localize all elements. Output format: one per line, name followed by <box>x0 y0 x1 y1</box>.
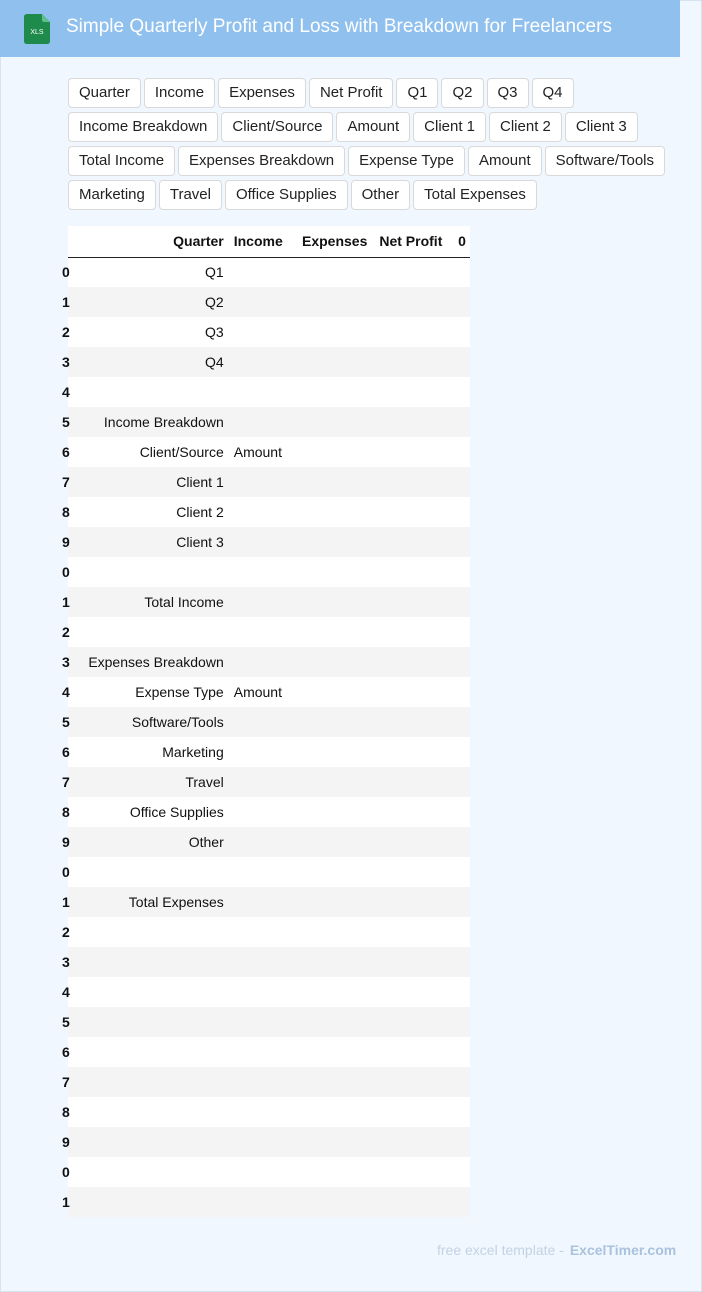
row-index <box>62 317 80 347</box>
row-index <box>62 677 80 707</box>
table-row <box>68 797 470 827</box>
table-body <box>62 257 470 1217</box>
table-row <box>68 1007 470 1037</box>
column-header: Expenses <box>298 226 375 257</box>
table-cell <box>298 1037 375 1067</box>
table-row <box>68 737 470 767</box>
table-cell <box>230 1007 298 1037</box>
table-cell <box>375 347 454 377</box>
table-cell <box>230 1157 298 1187</box>
row-index-label: 8 <box>62 1104 70 1120</box>
table-cell <box>230 737 298 767</box>
row-index <box>62 617 80 647</box>
table-cell <box>454 737 470 767</box>
row-index-label: 6 <box>62 1044 70 1060</box>
table-cell <box>230 1187 298 1217</box>
column-tag[interactable]: Income Breakdown <box>68 112 218 142</box>
column-tag[interactable]: Q3 <box>487 78 529 108</box>
column-tag[interactable]: Other <box>351 180 411 210</box>
table-cell: Total Income <box>80 587 229 617</box>
table-cell <box>375 407 454 437</box>
column-tag[interactable]: Q2 <box>441 78 483 108</box>
table-cell <box>454 617 470 647</box>
table-cell <box>375 377 454 407</box>
column-tag[interactable]: Quarter <box>68 78 141 108</box>
table-cell <box>230 587 298 617</box>
table-cell <box>375 887 454 917</box>
table-cell <box>298 647 375 677</box>
table-cell <box>298 557 375 587</box>
table-cell <box>454 647 470 677</box>
column-tag[interactable]: Expense Type <box>348 146 465 176</box>
row-index <box>62 377 80 407</box>
table-cell <box>230 1067 298 1097</box>
column-tag[interactable]: Client/Source <box>221 112 333 142</box>
column-tag[interactable]: Total Expenses <box>413 180 537 210</box>
table-row <box>68 467 470 497</box>
table-cell <box>298 407 375 437</box>
row-index <box>62 1127 80 1157</box>
table-cell <box>375 1037 454 1067</box>
table-cell <box>375 827 454 857</box>
table-cell <box>375 317 454 347</box>
row-index <box>62 857 80 887</box>
column-tag[interactable]: Marketing <box>68 180 156 210</box>
row-index-label: 0 <box>62 864 70 880</box>
table-cell: Total Expenses <box>80 887 229 917</box>
table-cell <box>375 1067 454 1097</box>
row-index <box>62 557 80 587</box>
row-index <box>62 497 80 527</box>
row-index <box>62 917 80 947</box>
table-cell <box>375 617 454 647</box>
table-cell <box>298 917 375 947</box>
table-cell <box>375 437 454 467</box>
column-tag[interactable]: Amount <box>336 112 410 142</box>
table-row <box>68 1067 470 1097</box>
table-cell <box>454 317 470 347</box>
row-index-label: 8 <box>62 804 70 820</box>
column-tag[interactable]: Office Supplies <box>225 180 348 210</box>
table-cell <box>298 587 375 617</box>
table-cell <box>298 467 375 497</box>
row-index <box>62 527 80 557</box>
row-index-label: 4 <box>62 684 70 700</box>
column-tag[interactable]: Q4 <box>532 78 574 108</box>
row-index-label: 5 <box>62 714 70 730</box>
table-cell <box>230 257 298 287</box>
table-cell <box>80 1037 229 1067</box>
table-cell <box>298 377 375 407</box>
table-cell: Income Breakdown <box>80 407 229 437</box>
row-index <box>62 797 80 827</box>
table-cell <box>298 1127 375 1157</box>
table-cell <box>454 377 470 407</box>
column-tag[interactable]: Client 3 <box>565 112 638 142</box>
table-row <box>68 677 470 707</box>
column-tag[interactable]: Travel <box>159 180 222 210</box>
row-index <box>62 347 80 377</box>
footer-brand-link[interactable]: ExcelTimer.com <box>569 1242 677 1258</box>
table-header-row <box>68 226 470 257</box>
row-index <box>62 707 80 737</box>
table-cell: Amount <box>230 437 298 467</box>
table-cell <box>454 827 470 857</box>
row-index <box>62 977 80 1007</box>
row-index-label: 0 <box>62 564 70 580</box>
page-header <box>0 0 680 57</box>
table-cell <box>298 287 375 317</box>
row-index-label: 9 <box>62 534 70 550</box>
table-cell <box>80 1067 229 1097</box>
row-index <box>62 1007 80 1037</box>
table-cell <box>298 1067 375 1097</box>
table-row <box>68 587 470 617</box>
table-cell <box>454 1007 470 1037</box>
table-cell <box>375 257 454 287</box>
table-cell: Office Supplies <box>80 797 229 827</box>
row-index <box>62 1067 80 1097</box>
table-cell <box>298 707 375 737</box>
table-cell <box>375 647 454 677</box>
footer <box>437 1242 676 1258</box>
table-cell <box>375 947 454 977</box>
column-tag[interactable]: Amount <box>468 146 542 176</box>
table-cell: Q3 <box>80 317 229 347</box>
table-cell <box>230 287 298 317</box>
xls-file-icon <box>24 14 50 44</box>
row-index-label: 0 <box>62 1164 70 1180</box>
table-cell <box>230 1097 298 1127</box>
row-index <box>62 437 80 467</box>
column-header: 0 <box>454 226 470 257</box>
table-cell <box>230 407 298 437</box>
spreadsheet-preview <box>62 226 470 1217</box>
table-row <box>68 557 470 587</box>
table-cell <box>454 1067 470 1097</box>
table-cell <box>454 917 470 947</box>
column-tag[interactable]: Q1 <box>396 78 438 108</box>
footer-text: free excel template - <box>437 1242 564 1258</box>
table-cell <box>80 947 229 977</box>
table-row <box>68 287 470 317</box>
table-cell <box>230 497 298 527</box>
row-index-label: 1 <box>62 1194 70 1210</box>
column-tag[interactable]: Income <box>144 78 215 108</box>
table-cell <box>375 977 454 1007</box>
table-row <box>68 257 470 287</box>
row-index <box>62 647 80 677</box>
table-cell <box>454 857 470 887</box>
row-index-label: 1 <box>62 894 70 910</box>
table-cell <box>454 257 470 287</box>
column-header: Net Profit <box>375 226 454 257</box>
table-cell <box>454 347 470 377</box>
table-cell <box>375 287 454 317</box>
table-row <box>68 767 470 797</box>
table-cell <box>230 347 298 377</box>
row-index <box>62 407 80 437</box>
table-cell <box>230 317 298 347</box>
table-cell <box>375 737 454 767</box>
row-index <box>62 587 80 617</box>
row-index-label: 0 <box>62 264 70 281</box>
table-cell <box>298 977 375 1007</box>
table-cell <box>298 887 375 917</box>
table-cell <box>375 677 454 707</box>
table-cell <box>454 407 470 437</box>
table-cell <box>375 587 454 617</box>
row-index-label: 1 <box>62 294 70 310</box>
row-index-label: 6 <box>62 744 70 760</box>
table-cell <box>230 947 298 977</box>
table-cell <box>80 1127 229 1157</box>
table-cell <box>454 677 470 707</box>
table-cell <box>230 977 298 1007</box>
table-cell <box>298 1097 375 1127</box>
data-table <box>62 226 470 1217</box>
row-index-label: 4 <box>62 384 70 400</box>
row-index-label: 4 <box>62 984 70 1000</box>
table-cell <box>375 527 454 557</box>
column-header <box>68 226 80 257</box>
table-row <box>68 857 470 887</box>
row-index-label: 6 <box>62 444 70 460</box>
row-index-label: 7 <box>62 474 70 490</box>
column-header: Income <box>230 226 298 257</box>
table-cell <box>80 1007 229 1037</box>
table-cell <box>230 617 298 647</box>
table-cell <box>80 377 229 407</box>
row-index-label: 3 <box>62 954 70 970</box>
table-cell <box>80 1097 229 1127</box>
table-cell <box>80 1157 229 1187</box>
table-cell <box>298 947 375 977</box>
table-cell <box>454 527 470 557</box>
table-cell <box>80 917 229 947</box>
table-cell: Client 1 <box>80 467 229 497</box>
row-index-label: 1 <box>62 594 70 610</box>
table-cell <box>375 1127 454 1157</box>
table-cell <box>230 527 298 557</box>
row-index <box>62 287 80 317</box>
table-cell: Expenses Breakdown <box>80 647 229 677</box>
table-row <box>68 377 470 407</box>
column-tag[interactable]: Expenses Breakdown <box>178 146 345 176</box>
table-cell <box>230 1127 298 1157</box>
table-cell <box>454 797 470 827</box>
table-cell: Q2 <box>80 287 229 317</box>
row-index <box>62 1097 80 1127</box>
table-cell <box>375 707 454 737</box>
table-row <box>68 647 470 677</box>
xls-icon-label: XLS <box>30 29 44 36</box>
table-cell <box>298 437 375 467</box>
row-index-label: 5 <box>62 1014 70 1030</box>
table-cell: Expense Type <box>80 677 229 707</box>
table-cell <box>375 1157 454 1187</box>
table-cell <box>80 1187 229 1217</box>
table-cell <box>230 917 298 947</box>
table-cell <box>298 737 375 767</box>
row-index <box>62 737 80 767</box>
table-cell <box>230 827 298 857</box>
table-row <box>68 917 470 947</box>
table-cell <box>298 347 375 377</box>
table-cell <box>454 1157 470 1187</box>
table-cell <box>454 947 470 977</box>
table-cell <box>454 977 470 1007</box>
row-index-label: 2 <box>62 924 70 940</box>
table-cell <box>375 767 454 797</box>
table-cell <box>375 497 454 527</box>
row-index-label: 3 <box>62 654 70 670</box>
table-cell <box>80 857 229 887</box>
table-cell <box>80 557 229 587</box>
row-index-label: 7 <box>62 1074 70 1090</box>
table-cell <box>298 827 375 857</box>
row-index-label: 5 <box>62 414 70 430</box>
table-cell <box>230 887 298 917</box>
table-cell <box>454 437 470 467</box>
column-header: Quarter <box>80 226 229 257</box>
table-cell <box>298 1187 375 1217</box>
table-cell: Software/Tools <box>80 707 229 737</box>
row-index <box>62 257 80 287</box>
column-tag[interactable]: Total Income <box>68 146 175 176</box>
column-tag[interactable]: Client 2 <box>489 112 562 142</box>
row-index <box>62 1157 80 1187</box>
column-tag[interactable]: Software/Tools <box>545 146 665 176</box>
table-cell <box>375 797 454 827</box>
table-cell <box>375 467 454 497</box>
table-row <box>68 947 470 977</box>
row-index-label: 2 <box>62 324 70 340</box>
page-title: Simple Quarterly Profit and Loss with Breakdown for Freelancers <box>66 16 612 37</box>
row-index <box>62 947 80 977</box>
table-row <box>68 1127 470 1157</box>
table-cell: Q1 <box>80 257 229 287</box>
table-cell <box>298 677 375 707</box>
table-cell <box>454 1127 470 1157</box>
table-cell <box>230 467 298 497</box>
table-cell <box>375 1097 454 1127</box>
table-row <box>68 497 470 527</box>
table-cell <box>80 617 229 647</box>
table-row <box>68 827 470 857</box>
table-cell: Marketing <box>80 737 229 767</box>
table-cell <box>298 617 375 647</box>
table-row <box>68 1097 470 1127</box>
column-tag[interactable]: Net Profit <box>309 78 394 108</box>
table-cell <box>230 377 298 407</box>
table-cell: Client 2 <box>80 497 229 527</box>
table-cell <box>230 797 298 827</box>
table-cell <box>454 287 470 317</box>
table-cell <box>230 707 298 737</box>
table-cell: Q4 <box>80 347 229 377</box>
row-index-label: 9 <box>62 834 70 850</box>
table-cell <box>454 767 470 797</box>
row-index <box>62 1037 80 1067</box>
table-row <box>68 437 470 467</box>
table-row <box>68 527 470 557</box>
column-tags <box>68 78 668 212</box>
table-cell <box>230 767 298 797</box>
table-cell <box>298 497 375 527</box>
table-cell <box>375 917 454 947</box>
table-cell <box>298 1157 375 1187</box>
table-cell: Other <box>80 827 229 857</box>
table-cell <box>80 977 229 1007</box>
row-index <box>62 887 80 917</box>
table-row <box>68 347 470 377</box>
table-cell <box>375 1187 454 1217</box>
table-cell <box>230 557 298 587</box>
table-cell <box>454 1037 470 1067</box>
table-row <box>68 317 470 347</box>
row-index-label: 8 <box>62 504 70 520</box>
table-row <box>68 1157 470 1187</box>
table-cell: Client 3 <box>80 527 229 557</box>
table-row <box>68 1187 470 1217</box>
row-index-label: 2 <box>62 624 70 640</box>
table-cell <box>375 857 454 887</box>
table-row <box>68 977 470 1007</box>
table-cell <box>298 797 375 827</box>
table-cell <box>375 1007 454 1037</box>
table-cell <box>375 557 454 587</box>
table-cell <box>454 497 470 527</box>
table-cell <box>230 647 298 677</box>
table-cell: Client/Source <box>80 437 229 467</box>
table-cell <box>230 857 298 887</box>
row-index-label: 9 <box>62 1134 70 1150</box>
table-row <box>68 617 470 647</box>
table-cell <box>298 857 375 887</box>
row-index <box>62 767 80 797</box>
table-row <box>68 887 470 917</box>
table-row <box>68 1037 470 1067</box>
row-index <box>62 827 80 857</box>
table-cell <box>454 557 470 587</box>
table-cell <box>454 467 470 497</box>
table-cell <box>454 1187 470 1217</box>
row-index-label: 7 <box>62 774 70 790</box>
table-cell <box>454 587 470 617</box>
table-cell <box>298 1007 375 1037</box>
table-cell <box>298 317 375 347</box>
row-index <box>62 467 80 497</box>
table-cell <box>454 1097 470 1127</box>
table-cell <box>230 1037 298 1067</box>
table-cell: Travel <box>80 767 229 797</box>
table-cell: Amount <box>230 677 298 707</box>
table-row <box>68 707 470 737</box>
column-tag[interactable]: Expenses <box>218 78 306 108</box>
row-index-label: 3 <box>62 354 70 370</box>
table-cell <box>454 887 470 917</box>
table-cell <box>298 527 375 557</box>
table-row <box>68 407 470 437</box>
table-cell <box>298 767 375 797</box>
table-cell <box>454 707 470 737</box>
column-tag[interactable]: Client 1 <box>413 112 486 142</box>
table-cell <box>298 257 375 287</box>
row-index <box>62 1187 80 1217</box>
